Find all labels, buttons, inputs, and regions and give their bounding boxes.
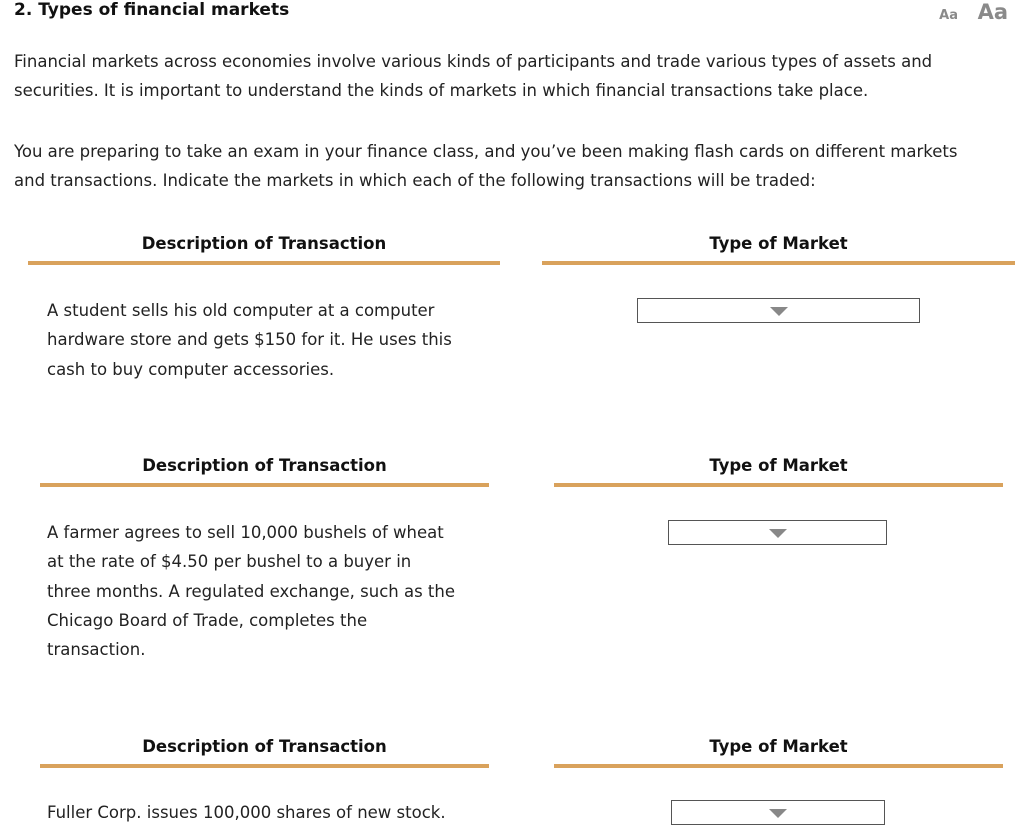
intro-paragraph <box>14 47 932 105</box>
market-header-rule <box>542 261 1015 265</box>
description-line: hardware store and gets $150 for it. He uses this <box>47 330 452 350</box>
chevron-down-icon <box>770 307 788 316</box>
description-line: Fuller Corp. issues 100,000 shares of new stock. <box>47 803 446 822</box>
description-line: Chicago Board of Trade, completes the <box>47 610 368 630</box>
description-header-rule <box>28 261 500 265</box>
intro-line: Financial markets across economies involve various kinds of participants and trade various types of assets and <box>14 52 933 71</box>
description-line: at the rate of $4.50 per bushel to a buyer in <box>47 552 412 572</box>
description-line: A student sells his old computer at a computer <box>47 301 435 320</box>
description-line: A farmer agrees to sell 10,000 bushels of wheat <box>47 523 444 542</box>
transaction-description <box>47 296 452 384</box>
font-size-controls <box>939 0 1008 24</box>
market-header-rule <box>554 483 1003 487</box>
intro-line: securities. It is important to understand the kinds of markets in which financial transactions take place. <box>14 81 869 100</box>
market-type-select[interactable] <box>668 520 887 545</box>
market-header-rule <box>554 764 1003 768</box>
font-size-small-button[interactable]: Aa <box>939 8 958 23</box>
chevron-down-icon <box>769 529 787 538</box>
market-type-select[interactable] <box>637 298 920 323</box>
prompt-line: and transactions. Indicate the markets in which each of the following transactions will be traded: <box>14 171 816 190</box>
transaction-description <box>47 518 455 664</box>
description-header: Description of Transaction <box>142 456 387 475</box>
market-header: Type of Market <box>709 456 848 475</box>
description-header: Description of Transaction <box>141 234 387 253</box>
transaction-description <box>47 798 446 825</box>
description-line: transaction. <box>47 640 146 660</box>
market-type-select[interactable] <box>671 800 885 825</box>
prompt-paragraph <box>14 137 957 195</box>
description-header: Description of Transaction <box>142 737 387 756</box>
description-header-rule <box>40 483 489 487</box>
description-header-rule <box>40 764 489 768</box>
question-heading: 2. Types of financial markets <box>14 0 290 20</box>
prompt-line: You are preparing to take an exam in your finance class, and you’ve been making flash cards on different markets <box>14 142 958 161</box>
market-header: Type of Market <box>709 234 848 253</box>
description-line: three months. A regulated exchange, such as the <box>47 581 456 601</box>
description-line: cash to buy computer accessories. <box>47 359 335 379</box>
font-size-large-button[interactable]: Aa <box>977 0 1008 24</box>
chevron-down-icon <box>769 809 787 818</box>
market-header: Type of Market <box>709 737 848 756</box>
